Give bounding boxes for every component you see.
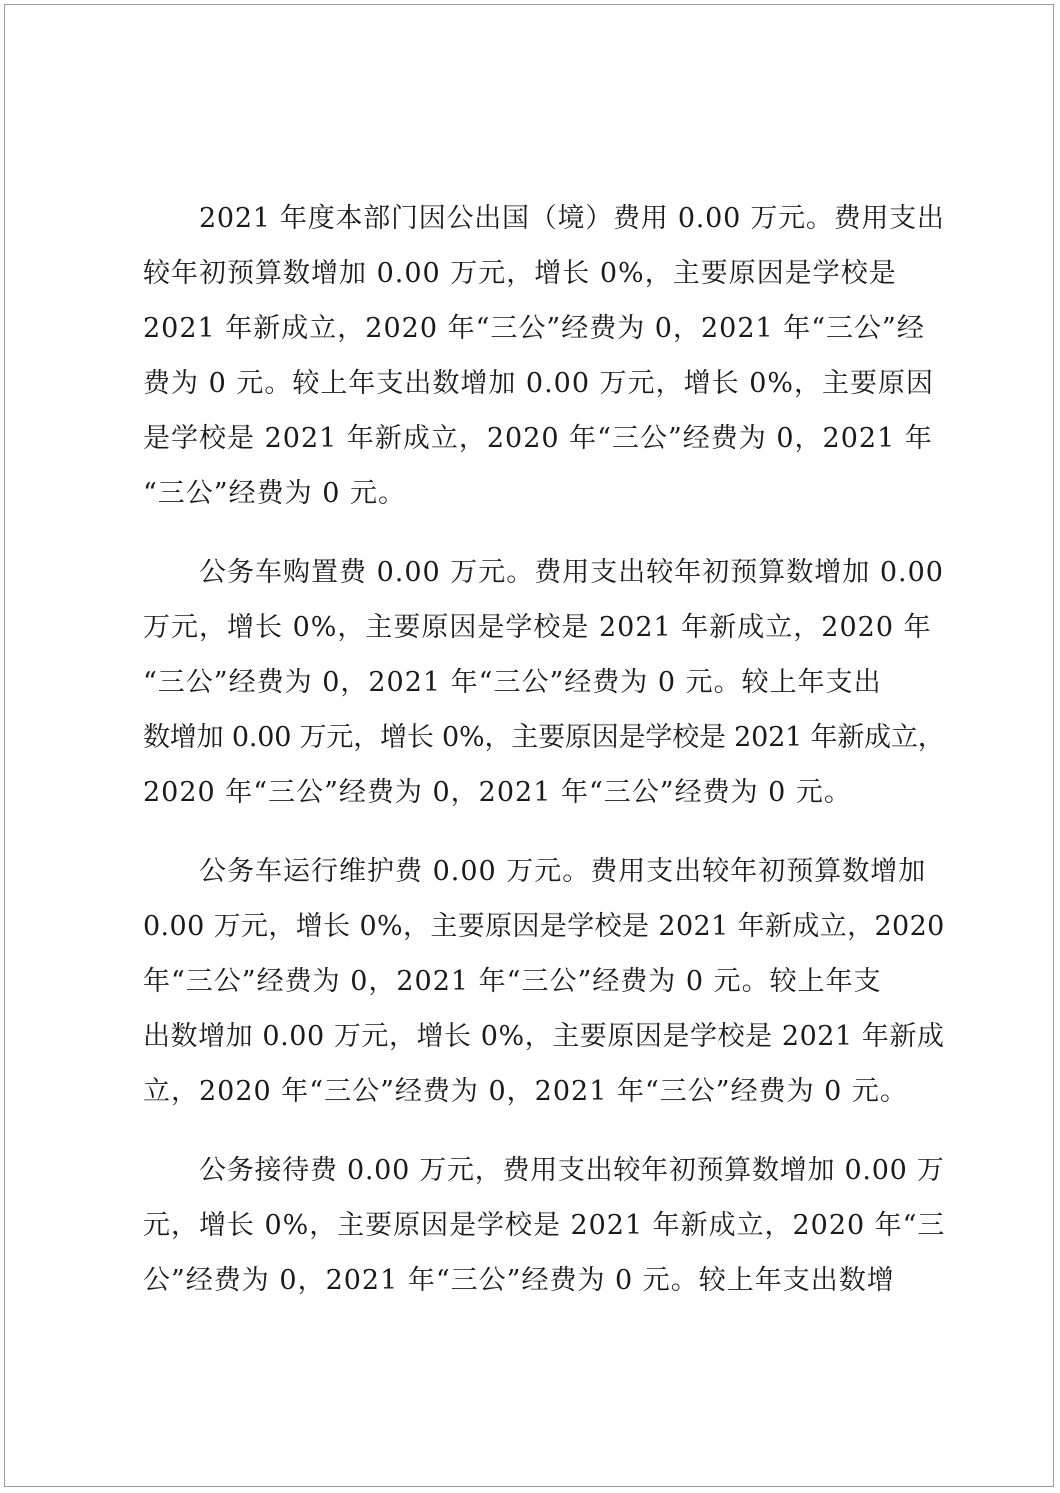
text-line: 元，增长 0%，主要原因是学校是 2021 年新成立，2020 年“三 [143,1210,946,1241]
text-line: 出数增加 0.00 万元，增长 0%，主要原因是学校是 2021 年新成 [143,1021,945,1052]
text-line: 公”经费为 0，2021 年“三公”经费为 0 元。较上年支出数增 [143,1265,895,1296]
text-line: 是学校是 2021 年新成立，2020 年“三公”经费为 0，2021 年 [143,423,933,454]
text-line: 公务接待费 0.00 万元，费用支出较年初预算数增加 0.00 万 [199,1155,945,1186]
text-line: “三公”经费为 0，2021 年“三公”经费为 0 元。较上年支出 [143,667,882,698]
text-line: “三公”经费为 0 元。 [143,478,406,509]
text-line: 年“三公”经费为 0，2021 年“三公”经费为 0 元。较上年支 [143,966,882,997]
text-line: 2021 年度本部门因公出国（境）费用 0.00 万元。费用支出 [199,203,945,234]
text-line: 较年初预算数增加 0.00 万元，增长 0%，主要原因是学校是 [143,258,897,289]
text-line: 公务车运行维护费 0.00 万元。费用支出较年初预算数增加 [199,856,927,887]
text-line: 万元，增长 0%，主要原因是学校是 2021 年新成立，2020 年 [143,612,932,643]
text-line: 2020 年“三公”经费为 0，2021 年“三公”经费为 0 元。 [143,777,852,808]
text-line: 数增加 0.00 万元，增长 0%，主要原因是学校是 2021 年新成立， [143,722,945,753]
text-line: 立，2020 年“三公”经费为 0，2021 年“三公”经费为 0 元。 [143,1076,908,1107]
text-line: 公务车购置费 0.00 万元。费用支出较年初预算数增加 0.00 [199,557,944,588]
text-line: 费为 0 元。较上年支出数增加 0.00 万元，增长 0%，主要原因 [143,368,935,399]
document-page [4,4,1054,1487]
text-line: 0.00 万元，增长 0%，主要原因是学校是 2021 年新成立，2020 [143,911,945,942]
text-line: 2021 年新成立，2020 年“三公”经费为 0，2021 年“三公”经 [143,313,925,344]
